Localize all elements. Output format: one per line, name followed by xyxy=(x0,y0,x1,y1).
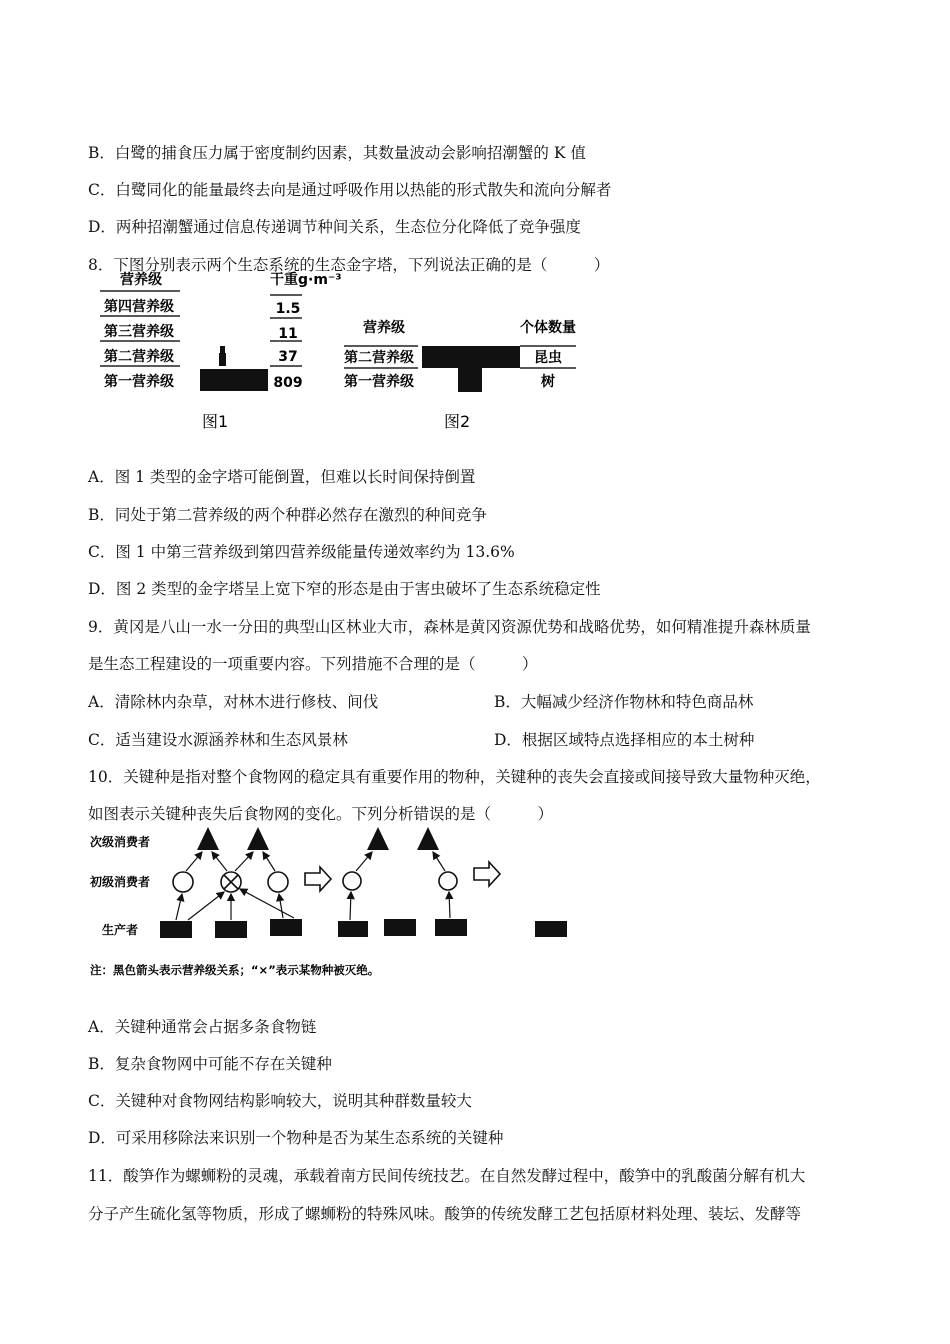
fig2-level-1: 第一营养级 xyxy=(344,374,414,390)
secondary-consumer-triangle xyxy=(367,827,389,850)
fig2-caption: 图2 xyxy=(444,412,471,431)
q8-stem: 8．下图分别表示两个生态系统的生态金字塔，下列说法正确的是（ ） xyxy=(88,256,610,274)
primary-consumer-circle xyxy=(439,872,457,890)
fig2-label-insect: 昆虫 xyxy=(534,350,562,366)
q8-option-b: B．同处于第二营养级的两个种群必然存在激烈的种间竞争 xyxy=(88,506,487,524)
producer-rect xyxy=(435,919,467,936)
q11-line-1: 11．酸笋作为螺蛳粉的灵魂，承载着南方民间传统技艺。在自然发酵过程中，酸笋中的乳酸菌分解有机大 xyxy=(88,1167,806,1185)
fig1-value-2: 37 xyxy=(278,349,298,365)
producer-rect xyxy=(160,921,192,938)
panel-1-intact-web xyxy=(160,827,302,938)
primary-consumer-circle xyxy=(343,872,361,890)
primary-consumer-circle xyxy=(173,872,193,892)
transition-arrow-icon xyxy=(305,867,331,891)
q9-option-d: D．根据区域特点选择相应的本土树种 xyxy=(494,731,755,749)
fig1-pyramid xyxy=(100,271,341,431)
q7-option-b: B．白鹭的捕食压力属于密度制约因素，其数量波动会影响招潮蟹的 K 值 xyxy=(88,144,586,162)
fig2-pyramid xyxy=(344,319,576,431)
secondary-consumer-triangle xyxy=(247,827,269,850)
label-producer: 生产者 xyxy=(102,923,139,937)
panel-2-after-loss xyxy=(338,827,467,937)
q10-option-c: C．关键种对食物网结构影响较大，说明其种群数量较大 xyxy=(88,1092,472,1110)
producer-rect xyxy=(535,921,567,937)
fig1-level-3: 第三营养级 xyxy=(104,324,174,340)
fig2-label-tree: 树 xyxy=(541,374,555,390)
q10-stem-line-1: 10．关键种是指对整个食物网的稳定具有重要作用的物种，关键种的丧失会直接或间接导致大量物种灭绝， xyxy=(88,768,821,786)
fig1-level-4: 第四营养级 xyxy=(104,299,174,315)
q8-option-c: C．图 1 中第三营养级到第四营养级能量传递效率约为 13.6% xyxy=(88,543,515,561)
q8-figures xyxy=(100,270,605,440)
q9-option-a: A．清除林内杂草，对林木进行修枝、间伐 xyxy=(88,693,379,711)
q8-option-a: A．图 1 类型的金字塔可能倒置，但难以长时间保持倒置 xyxy=(88,468,476,486)
fig1-value-4: 1.5 xyxy=(275,301,301,317)
q10-option-a: A．关键种通常会占据多条食物链 xyxy=(88,1018,317,1036)
fig2-level-2: 第二营养级 xyxy=(344,350,414,366)
fig2-bar-level-1 xyxy=(458,368,482,392)
q9-option-c: C．适当建设水源涵养林和生态风景林 xyxy=(88,731,348,749)
primary-consumer-circle xyxy=(268,872,288,892)
fig1-value-1: 809 xyxy=(273,375,303,391)
panel-3-final xyxy=(535,921,567,937)
fig2-header-left: 营养级 xyxy=(363,320,405,336)
transition-arrow-icon xyxy=(474,862,500,886)
fig2-header-right: 个体数量 xyxy=(520,320,576,336)
secondary-consumer-triangle xyxy=(197,827,219,850)
producer-rect xyxy=(215,921,247,938)
q10-option-d: D．可采用移除法来识别一个物种是否为某生态系统的关键种 xyxy=(88,1129,504,1147)
q9-option-b: B．大幅减少经济作物林和特色商品林 xyxy=(494,693,754,711)
q9-stem-line-1: 9．黄冈是八山一水一分田的典型山区林业大市，森林是黄冈资源优势和战略优势，如何精准提升森林质量 xyxy=(88,618,811,636)
secondary-consumer-triangle xyxy=(417,827,439,850)
fig1-value-3: 11 xyxy=(278,326,298,342)
q10-food-web-figure xyxy=(88,822,598,987)
q7-option-d: D．两种招潮蟹通过信息传递调节种间关系，生态位分化降低了竞争强度 xyxy=(88,218,581,236)
q7-option-c: C．白鹭同化的能量最终去向是通过呼吸作用以热能的形式散失和流向分解者 xyxy=(88,181,612,199)
q11-line-2: 分子产生硫化氢等物质，形成了螺蛳粉的特殊风味。酸笋的传统发酵工艺包括原材料处理、装坛、发酵等 xyxy=(88,1205,802,1223)
fig1-caption: 图1 xyxy=(202,412,229,431)
producer-rect xyxy=(270,919,302,936)
fig2-bar-level-2 xyxy=(422,346,520,368)
label-secondary-consumer: 次级消费者 xyxy=(90,835,151,849)
q10-option-b: B．复杂食物网中可能不存在关键种 xyxy=(88,1055,332,1073)
figure-note: 注：黑色箭头表示营养级关系；“×”表示某物种被灭绝。 xyxy=(90,963,380,977)
producer-rect xyxy=(338,921,368,937)
q10-stem-line-2: 如图表示关键种丧失后食物网的变化。下列分析错误的是（ ） xyxy=(88,805,554,823)
q8-option-d: D．图 2 类型的金字塔呈上宽下窄的形态是由于害虫破坏了生态系统稳定性 xyxy=(88,580,601,598)
q9-stem-line-2: 是生态工程建设的一项重要内容。下列措施不合理的是（ ） xyxy=(88,655,538,673)
label-primary-consumer: 初级消费者 xyxy=(90,875,151,889)
fig1-header-right: 干重g·m⁻³ xyxy=(270,272,342,288)
producer-rect xyxy=(384,919,416,936)
fig1-bar-level-1 xyxy=(200,369,268,391)
fig1-level-1: 第一营养级 xyxy=(104,374,174,390)
fig1-header-left: 营养级 xyxy=(120,272,162,288)
fig1-level-2: 第二营养级 xyxy=(104,349,174,365)
